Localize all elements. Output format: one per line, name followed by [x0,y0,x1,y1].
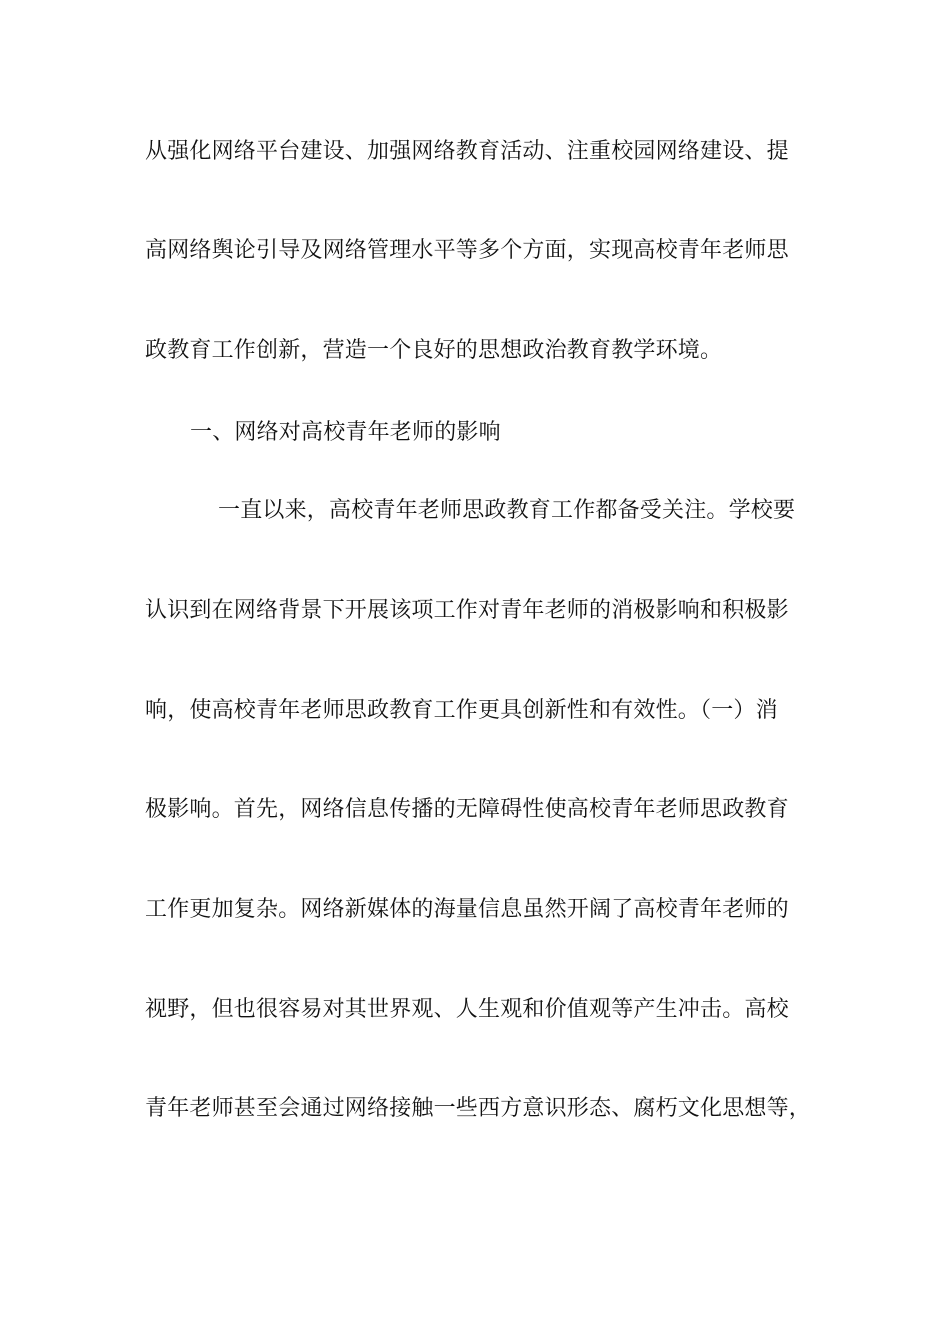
paragraph-line: 响，使高校青年老师思政教育工作更具创新性和有效性。（一）消 [145,698,778,723]
paragraph-line: 从强化网络平台建设、加强网络教育活动、注重校园网络建设、提 [145,139,789,164]
paragraph-line: 极影响。首先，网络信息传播的无障碍性使高校青年老师思政教育 [145,797,789,822]
paragraph-line: 青年老师甚至会通过网络接触一些西方意识形态、腐朽文化思想等， [145,1096,812,1121]
paragraph-line: 一直以来，高校青年老师思政教育工作都备受关注。学校要 [218,498,796,523]
paragraph-line: 高网络舆论引导及网络管理水平等多个方面，实现高校青年老师思 [145,238,789,263]
paragraph-line: 认识到在网络背景下开展该项工作对青年老师的消极影响和积极影 [145,598,789,623]
paragraph-line: 视野，但也很容易对其世界观、人生观和价值观等产生冲击。高校 [145,997,789,1022]
section-heading: 一、网络对高校青年老师的影响 [190,420,501,445]
paragraph-line: 工作更加复杂。网络新媒体的海量信息虽然开阔了高校青年老师的 [145,897,789,922]
paragraph-line: 政教育工作创新，营造一个良好的思想政治教育教学环境。 [145,338,723,363]
